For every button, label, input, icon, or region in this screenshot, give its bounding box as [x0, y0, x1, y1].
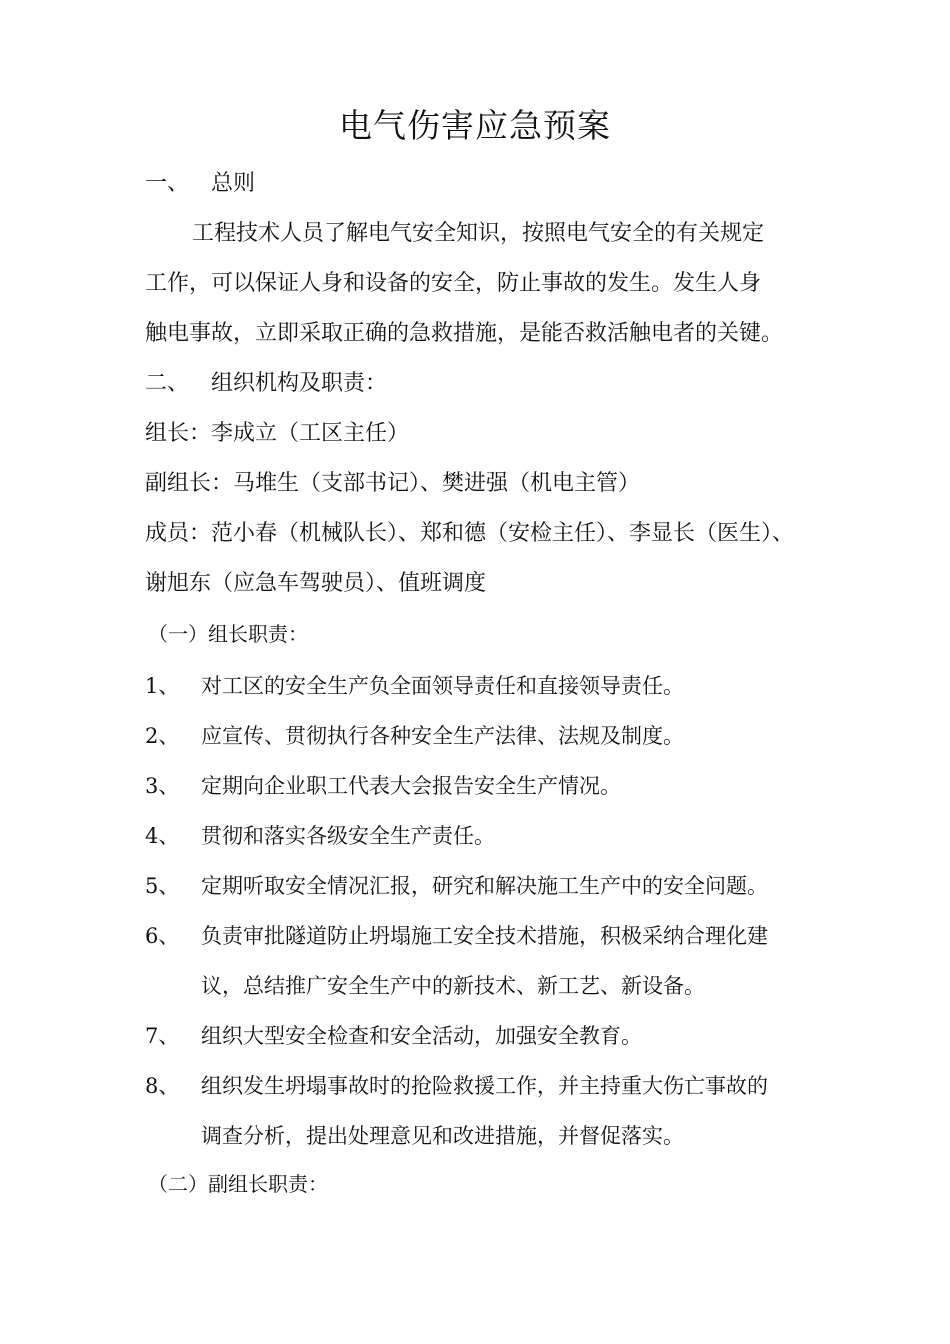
duty-text: 定期听取安全情况汇报，研究和解决施工生产中的安全问题。 — [201, 874, 768, 898]
duty-item — [145, 772, 621, 800]
subsection-heading-leader-duties: （一）组长职责： — [148, 622, 308, 646]
duty-text: 定期向企业职工代表大会报告安全生产情况。 — [201, 774, 621, 798]
deputy-leader-line: 副组长：马堆生（支部书记）、樊进强（机电主管） — [145, 471, 641, 496]
section-number: 一、 — [145, 171, 190, 196]
document-title: 电气伤害应急预案 — [339, 106, 611, 145]
duty-number: 1、 — [145, 674, 180, 698]
paragraph-line: 工程技术人员了解电气安全知识，按照电气安全的有关规定 — [192, 221, 765, 246]
duty-number: 8、 — [145, 1074, 180, 1098]
members-line: 谢旭东（应急车驾驶员）、值班调度 — [145, 571, 487, 596]
duty-number: 7、 — [145, 1024, 180, 1048]
section-heading-general — [145, 170, 255, 198]
duty-text: 组织大型安全检查和安全活动，加强安全教育。 — [201, 1024, 642, 1048]
duty-number: 3、 — [145, 774, 180, 798]
leader-line: 组长：李成立（工区主任） — [145, 421, 410, 446]
duty-item — [145, 872, 768, 900]
section-title: 总则 — [211, 171, 256, 196]
duty-item — [145, 1072, 768, 1100]
duty-text: 组织发生坍塌事故时的抢险救援工作，并主持重大伤亡事故的 — [201, 1074, 768, 1098]
duty-text: 负责审批隧道防止坍塌施工安全技术措施，积极采纳合理化建 — [201, 924, 768, 948]
section-number: 二、 — [145, 371, 190, 396]
subsection-heading-deputy-duties: （二）副组长职责： — [148, 1172, 328, 1196]
duty-continuation: 议，总结推广安全生产中的新技术、新工艺、新设备。 — [201, 974, 705, 998]
duty-item — [145, 922, 768, 950]
paragraph-line: 触电事故，立即采取正确的急救措施，是能否救活触电者的关键。 — [145, 321, 784, 346]
members-line: 成员：范小春（机械队长）、郑和德（安检主任）、李显长（医生）、 — [145, 521, 795, 546]
duty-continuation: 调查分析，提出处理意见和改进措施，并督促落实。 — [201, 1124, 684, 1148]
duty-number: 6、 — [145, 924, 180, 948]
duty-number: 2、 — [145, 724, 180, 748]
duty-text: 对工区的安全生产负全面领导责任和直接领导责任。 — [201, 674, 684, 698]
paragraph-line: 工作，可以保证人身和设备的安全，防止事故的发生。发生人身 — [145, 271, 762, 296]
section-heading-organization — [145, 370, 387, 398]
duty-item — [145, 722, 684, 750]
duty-text: 贯彻和落实各级安全生产责任。 — [201, 824, 495, 848]
duty-item — [145, 672, 684, 700]
duty-number: 5、 — [145, 874, 180, 898]
duty-text: 应宣传、贯彻执行各种安全生产法律、法规及制度。 — [201, 724, 684, 748]
duty-item — [145, 1022, 642, 1050]
duty-item — [145, 822, 495, 850]
section-title: 组织机构及职责： — [211, 371, 388, 396]
duty-number: 4、 — [145, 824, 180, 848]
